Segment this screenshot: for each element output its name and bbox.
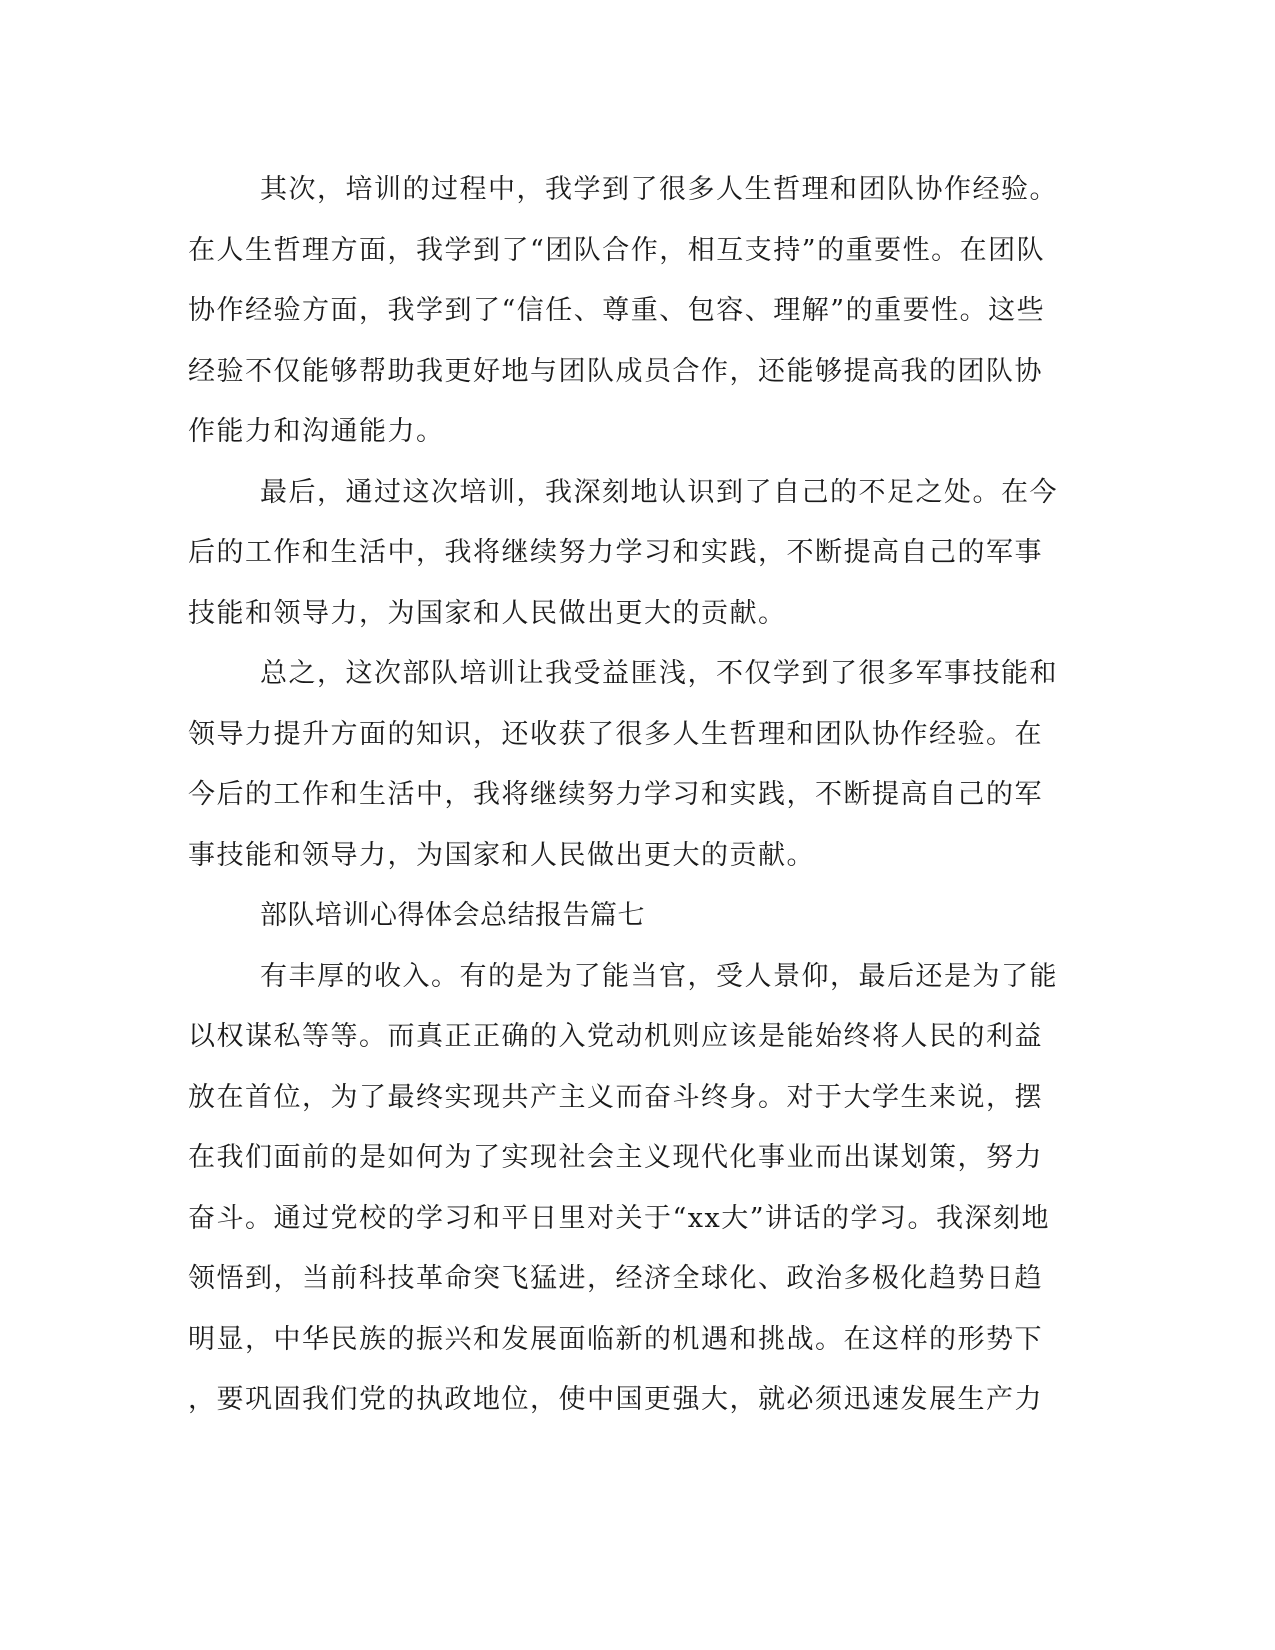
paragraph-line: 最后，通过这次培训，我深刻地认识到了自己的不足之处。在今: [260, 476, 1058, 508]
paragraph-line: 后的工作和生活中，我将继续努力学习和实践，不断提高自己的军事: [188, 537, 1043, 568]
paragraph-line: 其次，培训的过程中，我学到了很多人生哲理和团队协作经验。: [260, 174, 1058, 205]
paragraph-line: 总之，这次部队培训让我受益匪浅，不仅学到了很多军事技能和: [260, 658, 1058, 689]
paragraph-line: 奋斗。通过党校的学习和平日里对关于“xx大”讲话的学习。我深刻地: [188, 1202, 1051, 1234]
paragraph-line: 放在首位，为了最终实现共产主义而奋斗终身。对于大学生来说，摆: [188, 1081, 1043, 1113]
paragraph-line: 事技能和领导力，为国家和人民做出更大的贡献。: [188, 839, 815, 871]
paragraph-line: 协作经验方面，我学到了“信任、尊重、包容、理解”的重要性。这些: [188, 295, 1046, 326]
paragraph-line: 明显，中华民族的振兴和发展面临新的机遇和挑战。在这样的形势下: [188, 1323, 1043, 1355]
paragraph-line: 领悟到，当前科技革命突飞猛进，经济全球化、政治多极化趋势日趋: [188, 1263, 1043, 1294]
paragraph-line: 今后的工作和生活中，我将继续努力学习和实践，不断提高自己的军: [188, 779, 1043, 810]
section-heading: 部队培训心得体会总结报告篇七: [260, 900, 645, 931]
paragraph-line: 领导力提升方面的知识，还收获了很多人生哲理和团队协作经验。在: [188, 718, 1043, 750]
paragraph-line: 在我们面前的是如何为了实现社会主义现代化事业而出谋划策，努力: [188, 1142, 1043, 1173]
document-body: [188, 160, 1068, 1431]
paragraph-line: 在人生哲理方面，我学到了“团队合作，相互支持”的重要性。在团队: [188, 234, 1046, 266]
paragraph-line: 作能力和沟通能力。: [188, 416, 445, 447]
paragraph-line: 以权谋私等等。而真正正确的入党动机则应该是能始终将人民的利益: [188, 1021, 1043, 1052]
paragraph-line: ，要巩固我们党的执政地位，使中国更强大，就必须迅速发展生产力: [188, 1384, 1043, 1415]
paragraph-line: 经验不仅能够帮助我更好地与团队成员合作，还能够提高我的团队协: [188, 355, 1043, 387]
paragraph-line: 有丰厚的收入。有的是为了能当官，受人景仰，最后还是为了能: [260, 960, 1058, 992]
paragraph-line: 技能和领导力，为国家和人民做出更大的贡献。: [188, 597, 787, 629]
